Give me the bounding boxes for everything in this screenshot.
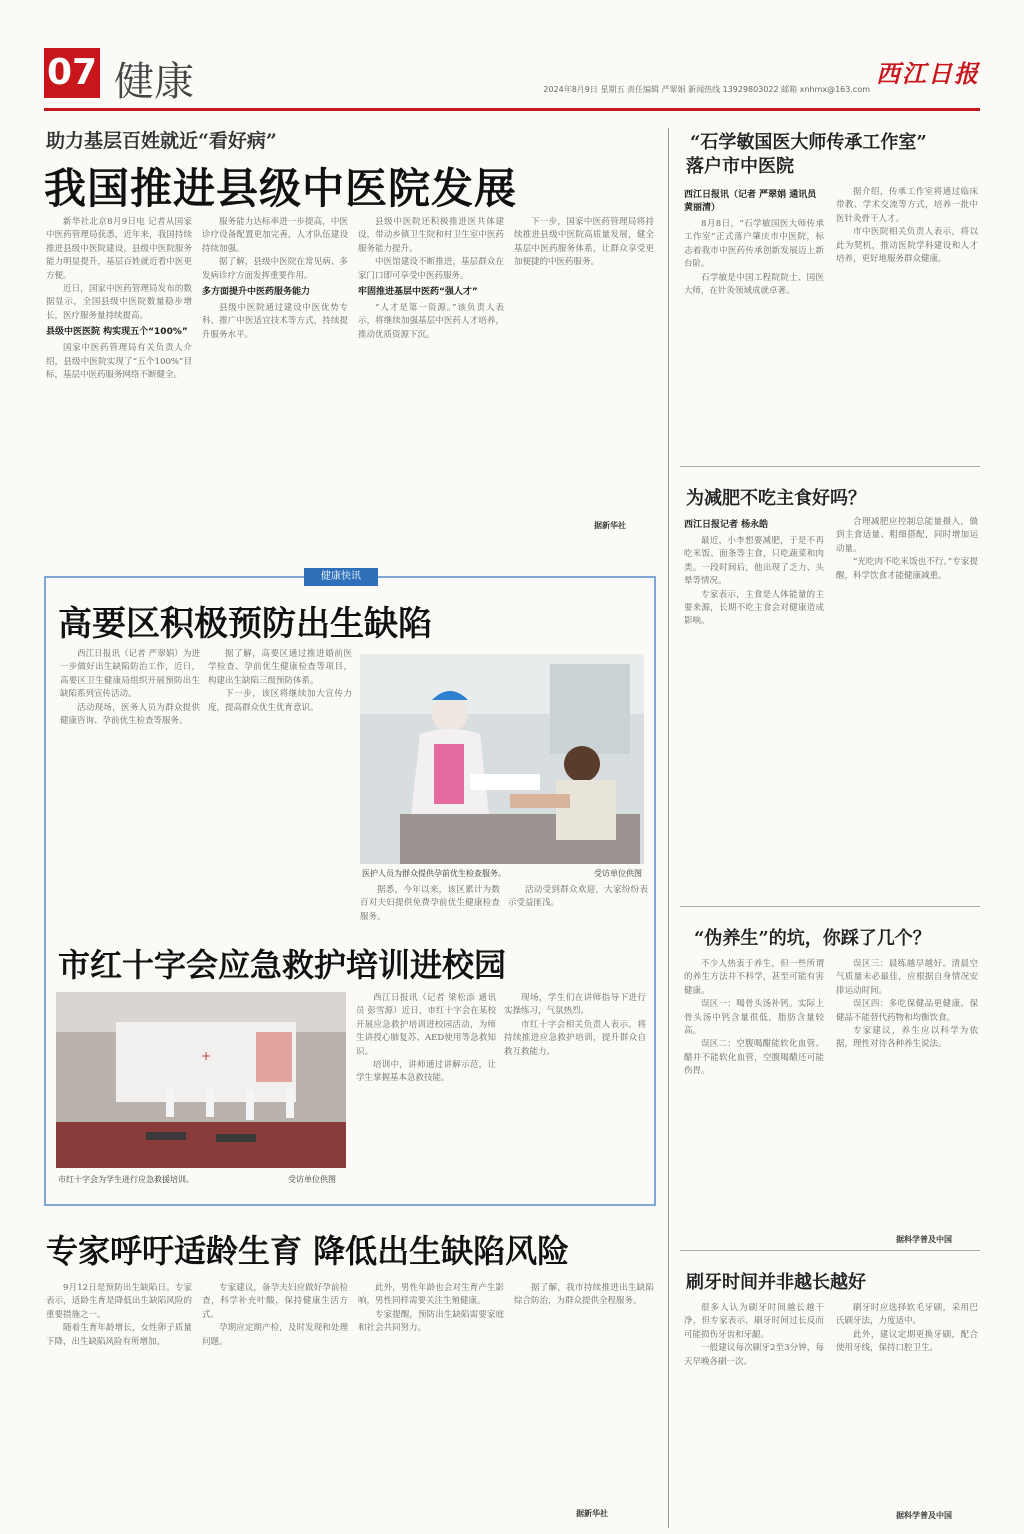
bottom-column-1: 9月12日是预防出生缺陷日。专家表示，适龄生育是降低出生缺陷风险的重要措施之一。 随着生育年龄增长，女性卵子质量下降，出生缺陷风险有所增加。 [46,1283,192,1347]
first-aid-training-photo [56,992,346,1168]
box-story-1-column-3: 据悉，今年以来，该区累计为数百对夫妇提供免费孕前优生健康检查服务。 [360,885,500,922]
bottom-credit: 据新华社 [576,1509,608,1518]
bottom-column-4: 据了解，我市持续推进出生缺陷综合防治，为群众提供全程服务。 [514,1283,654,1307]
right-story-1-column-2: 据介绍，传承工作室将通过临床带教、学术交流等方式，培养一批中医针灸骨干人才。 市中医院相关负责人表示，将以此为契机，推动医院学科建设和人才培养，更好地服务群众健康。 [836,187,978,265]
right-story-3-title: “伪养生”的坑，你踩了几个？ [694,928,931,949]
right-story-1-title-line-1: “石学敏国医大师传承工作室” [690,132,927,153]
divider [680,1250,980,1251]
bottom-column-3: 此外，男性年龄也会对生育产生影响，男性同样需要关注生殖健康。 专家提醒，预防出生缺陷需要家庭和社会共同努力。 [358,1283,504,1334]
lead-column-2: 服务能力达标率进一步提高，中医诊疗设备配置更加完善，人才队伍建设持续加强。 据了解，县级中医院在常见病、多发病诊疗方面发挥重要作用。 多方面提升中医药服务能力 县级中医院通过建设中医优势专科、推广中医适宜技术等方式，持续提升服务水平。 [202,217,348,340]
lead-credit: 据新华社 [594,521,626,530]
right-story-1-title-line-2: 落户市中医院 [686,156,794,177]
masthead-rule [44,108,980,111]
health-checkup-photo [360,654,644,864]
lead-kicker: 助力基层百姓就近“看好病” [46,130,277,152]
lead-subhead-3: 牢固推进基层中医药“强人才” [358,287,478,298]
box-story-2-column-2: 现场，学生们在讲师指导下进行实操练习，气氛热烈。 市红十字会相关负责人表示，将持续推进应急救护培训，提升群众自救互救能力。 [504,993,646,1057]
lead-column-4: 下一步，国家中医药管理局将持续推进县级中医院高质量发展，健全基层中医药服务体系，让群众享受更加便捷的中医药服务。 [514,217,654,268]
page-number-badge: 07 [44,48,100,98]
divider [680,466,980,467]
right-story-2-column-1: 西江日报记者 杨永皓 最近，小李想要减肥，于是不再吃米饭、面条等主食，只吃蔬菜和肉类。一段时间后，他出现了乏力、头晕等情况。 专家表示，主食是人体能量的主要来源，长期不吃主食会对健康造成影响。 [684,520,824,627]
bottom-headline: 专家呼吁适龄生育 降低出生缺陷风险 [46,1232,570,1270]
box-story-1-headline: 高要区积极预防出生缺陷 [58,604,432,644]
issue-meta: 2024年8月9日 星期五 责任编辑 严翠娟 新闻热线 13929803022 邮箱 xnhmx@163.com [543,85,870,94]
right-story-3-column-2: 误区三：晨练越早越好。清晨空气质量未必最佳，应根据自身情况安排运动时间。 误区四：多吃保健品更健康。保健品不能替代药物和均衡饮食。 专家建议，养生应以科学为依据，理性对待各种养生说法。 [836,959,978,1050]
lead-column-1: 新华社北京8月9日电 记者从国家中医药管理局获悉，近年来，我国持续推进县级中医院建设，县级中医院服务能力明显提升，基层百姓就近看中医更方便。 近日，国家中医药管理局发布的数据显示，全国县级中医院数量稳步增长，医疗服务量持续提高。 县级中医医院 构实现五个“100%” 国家中医药管理局有关负责人介绍，县级中医院实现了“五个100%”目标，基层中医药服务网络不断健全。 [46,217,192,381]
right-story-2-column-2: 合理减肥应控制总能量摄入，做到主食适量、粗细搭配，同时增加运动量。 “光吃肉不吃米饭也不行。”专家提醒，科学饮食才能健康减重。 [836,517,978,581]
right-story-4-credit: 据科学普及中国 [896,1511,952,1520]
column-divider [668,128,669,1528]
lead-subhead-1: 县级中医医院 构实现五个“100%” [46,327,188,338]
box-story-2-caption: 市红十字会为学生进行应急救援培训。 [58,1175,194,1184]
right-story-4-column-1: 很多人认为刷牙时间越长越干净，但专家表示，刷牙时间过长反而可能损伤牙齿和牙龈。 一般建议每次刷牙2至3分钟，每天早晚各刷一次。 [684,1303,824,1367]
box-story-2-headline: 市红十字会应急救护培训进校园 [58,946,507,984]
masthead [44,48,980,105]
box-story-2-photo [56,992,346,1168]
section-title: 健康 [114,59,194,105]
divider [680,906,980,907]
box-story-1-column-4: 活动受到群众欢迎，大家纷纷表示受益匪浅。 [508,885,648,909]
box-story-1-photo [360,654,644,864]
bottom-column-2: 专家建议，备孕夫妇应做好孕前检查，科学补充叶酸，保持健康生活方式。 孕期应定期产检，及时发现和处理问题。 [202,1283,348,1347]
lead-subhead-2: 多方面提升中医药服务能力 [202,287,311,298]
box-story-1-photo-credit: 受访单位供图 [594,869,642,878]
svg-text:+: + [200,1049,212,1063]
lead-column-3: 县级中医院还积极推进医共体建设，带动乡镇卫生院和村卫生室中医药服务能力提升。 中医馆建设不断推进，基层群众在家门口即可享受中医药服务。 牢固推进基层中医药“强人才” “人才是第一资源。”该负责人表示，将继续加强基层中医药人才培养，推动优质资源下沉。 [358,217,504,340]
right-story-4-column-2: 刷牙时应选择软毛牙刷，采用巴氏刷牙法，力度适中。 此外，建议定期更换牙刷，配合使用牙线，保持口腔卫生。 [836,1303,978,1354]
right-story-4-title: 刷牙时间并非越长越好 [686,1272,866,1293]
box-story-1-column-1: 西江日报讯（记者 严翠娟）为进一步做好出生缺陷防治工作，近日，高要区卫生健康局组织开展预防出生缺陷系列宣传活动。 活动现场，医务人员为群众提供健康咨询、孕前优生检查等服务。 [60,649,200,727]
health-news-tag: 健康快讯 [304,568,378,586]
right-story-1-column-1: 西江日报讯（记者 严翠娟 通讯员 黄丽清） 8月8日，“石学敏国医大师传承工作室”正式落户肇庆市中医院，标志着我市中医药传承创新发展迈上新台阶。 石学敏是中国工程院院士、国医大师，在针灸领域成就卓著。 [684,190,824,297]
box-story-2-photo-credit: 受访单位供图 [288,1175,336,1184]
right-story-3-credit: 据科学普及中国 [896,1235,952,1244]
newspaper-logo: 西江日报 [876,59,980,88]
right-story-2-title: 为减肥不吃主食好吗？ [686,488,866,509]
box-story-2-column-1: 西江日报讯（记者 梁松添 通讯员 彭雪源）近日，市红十字会在某校开展应急救护培训进校园活动，为师生讲授心肺复苏、AED使用等急救知识。 培训中，讲师通过讲解示范，让学生掌握基本急救技能。 [356,993,496,1084]
lead-headline: 我国推进县级中医院发展 [44,164,518,213]
box-story-1-column-2: 据了解，高要区通过推进婚前医学检查、孕前优生健康检查等项目，构建出生缺陷三级预防体系。 下一步，该区将继续加大宣传力度，提高群众优生优育意识。 [208,649,352,713]
right-story-3-column-1: 不少人热衷于养生，但一些所谓的养生方法并不科学，甚至可能有害健康。 误区一：喝骨头汤补钙。实际上骨头汤中钙含量很低，脂肪含量较高。 误区二：空腹喝醋能软化血管。醋并不能软化血管，空腹喝醋还可能伤胃。 [684,959,824,1077]
box-story-1-caption: 医护人员为群众提供孕前优生检查服务。 [362,869,506,878]
